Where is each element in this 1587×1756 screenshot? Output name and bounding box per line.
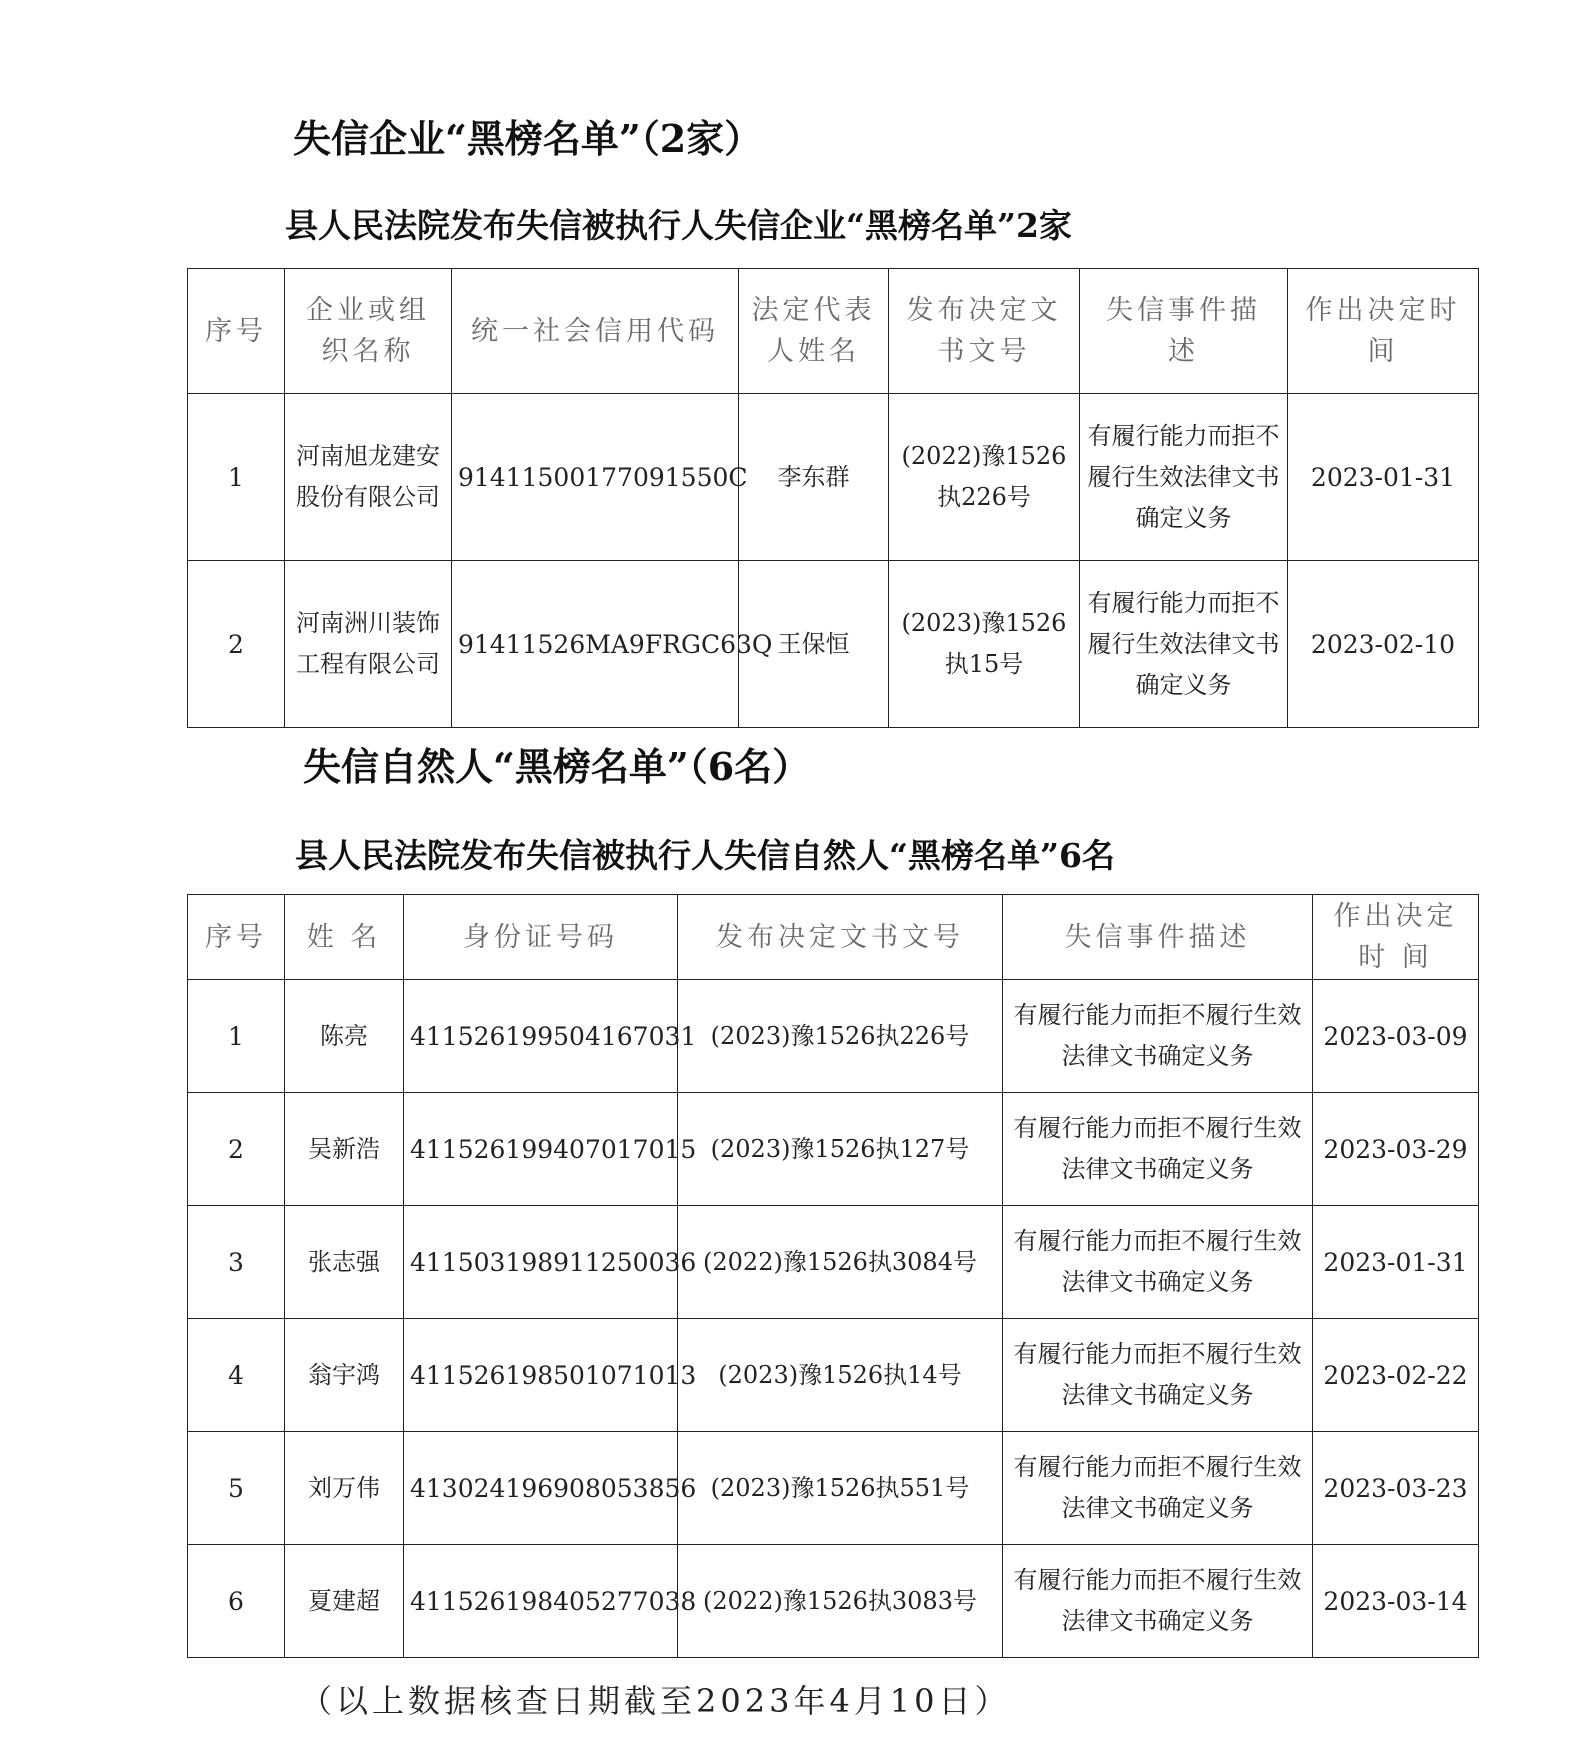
cell-date: 2023-02-10 <box>1288 561 1479 728</box>
cell-no: 2 <box>188 561 285 728</box>
cell-date: 2023-03-23 <box>1313 1432 1479 1545</box>
table-row <box>188 1093 1479 1206</box>
cell-description: 有履行能力而拒不履行生效法律文书确定义务 <box>1003 1432 1313 1545</box>
table-row <box>188 394 1479 561</box>
cell-person-name: 翁宇鸿 <box>285 1319 404 1432</box>
col-header-name: 企业或组织名称 <box>285 269 452 394</box>
cell-no: 6 <box>188 1545 285 1658</box>
cell-person-name: 夏建超 <box>285 1545 404 1658</box>
cell-description: 有履行能力而拒不履行生效法律文书确定义务 <box>1003 1206 1313 1319</box>
col-header-code: 统一社会信用代码 <box>452 269 739 394</box>
col-header-desc: 失信事件描述 <box>1003 895 1313 980</box>
cell-no: 1 <box>188 394 285 561</box>
cell-representative: 王保恒 <box>739 561 889 728</box>
cell-description: 有履行能力而拒不履行生效法律文书确定义务 <box>1080 394 1288 561</box>
cell-person-name: 陈亮 <box>285 980 404 1093</box>
cell-no: 4 <box>188 1319 285 1432</box>
cell-id-number: 411526199504167031 <box>404 980 678 1093</box>
section2-subtitle: 县人民法院发布失信被执行人失信自然人“黑榜名单”6名 <box>295 836 1115 875</box>
table-row <box>188 1206 1479 1319</box>
cell-id-number: 411526198501071013 <box>404 1319 678 1432</box>
table-row <box>188 1319 1479 1432</box>
cell-description: 有履行能力而拒不履行生效法律文书确定义务 <box>1003 1093 1313 1206</box>
cell-id-number: 411526198405277038 <box>404 1545 678 1658</box>
cell-no: 5 <box>188 1432 285 1545</box>
table-header-row <box>188 895 1479 980</box>
cell-no: 3 <box>188 1206 285 1319</box>
cell-document-no: (2023)豫1526执226号 <box>678 980 1003 1093</box>
cell-no: 1 <box>188 980 285 1093</box>
col-header-no: 序号 <box>188 269 285 394</box>
cell-document-no: (2023)豫1526执14号 <box>678 1319 1003 1432</box>
cell-description: 有履行能力而拒不履行生效法律文书确定义务 <box>1003 980 1313 1093</box>
cell-description: 有履行能力而拒不履行生效法律文书确定义务 <box>1003 1545 1313 1658</box>
cell-document-no: (2022)豫1526执226号 <box>889 394 1080 561</box>
cell-person-name: 刘万伟 <box>285 1432 404 1545</box>
cell-document-no: (2022)豫1526执3083号 <box>678 1545 1003 1658</box>
col-header-doc: 发布决定文书文号 <box>678 895 1003 980</box>
section2-title: 失信自然人“黑榜名单”（6名） <box>303 744 811 789</box>
table-header-row <box>188 269 1479 394</box>
cell-document-no: (2023)豫1526执551号 <box>678 1432 1003 1545</box>
cell-id-number: 411526199407017015 <box>404 1093 678 1206</box>
cell-person-name: 吴新浩 <box>285 1093 404 1206</box>
col-header-rep: 法定代表人姓名 <box>739 269 889 394</box>
cell-document-no: (2022)豫1526执3084号 <box>678 1206 1003 1319</box>
section1-subtitle: 县人民法院发布失信被执行人失信企业“黑榜名单”2家 <box>285 206 1072 245</box>
cell-date: 2023-03-29 <box>1313 1093 1479 1206</box>
col-header-no: 序号 <box>188 895 285 980</box>
cell-document-no: (2023)豫1526执127号 <box>678 1093 1003 1206</box>
table-row <box>188 1545 1479 1658</box>
cell-person-name: 张志强 <box>285 1206 404 1319</box>
col-header-name: 姓 名 <box>285 895 404 980</box>
cell-id-number: 413024196908053856 <box>404 1432 678 1545</box>
cell-representative: 李东群 <box>739 394 889 561</box>
cell-date: 2023-01-31 <box>1313 1206 1479 1319</box>
cell-date: 2023-03-14 <box>1313 1545 1479 1658</box>
cell-credit-code: 91411500177091550C <box>452 394 739 561</box>
section1-title: 失信企业“黑榜名单”（2家） <box>293 116 763 161</box>
cell-credit-code: 91411526MA9FRGC63Q <box>452 561 739 728</box>
cell-date: 2023-01-31 <box>1288 394 1479 561</box>
cell-date: 2023-02-22 <box>1313 1319 1479 1432</box>
cell-company-name: 河南洲川装饰工程有限公司 <box>285 561 452 728</box>
col-header-date: 作出决定时 间 <box>1313 895 1479 980</box>
col-header-id: 身份证号码 <box>404 895 678 980</box>
cell-description: 有履行能力而拒不履行生效法律文书确定义务 <box>1003 1319 1313 1432</box>
col-header-date: 作出决定时 间 <box>1288 269 1479 394</box>
col-header-doc: 发布决定文书文号 <box>889 269 1080 394</box>
table-row <box>188 1432 1479 1545</box>
cell-document-no: (2023)豫1526执15号 <box>889 561 1080 728</box>
cell-date: 2023-03-09 <box>1313 980 1479 1093</box>
cell-id-number: 411503198911250036 <box>404 1206 678 1319</box>
enterprise-blacklist-table <box>187 268 1479 728</box>
cell-description: 有履行能力而拒不履行生效法律文书确定义务 <box>1080 561 1288 728</box>
person-blacklist-table <box>187 894 1479 1658</box>
cell-company-name: 河南旭龙建安股份有限公司 <box>285 394 452 561</box>
table-row <box>188 980 1479 1093</box>
cell-no: 2 <box>188 1093 285 1206</box>
col-header-desc: 失信事件描 述 <box>1080 269 1288 394</box>
footer-note: （以上数据核查日期截至2023年4月10日） <box>300 1682 1011 1720</box>
table-row <box>188 561 1479 728</box>
